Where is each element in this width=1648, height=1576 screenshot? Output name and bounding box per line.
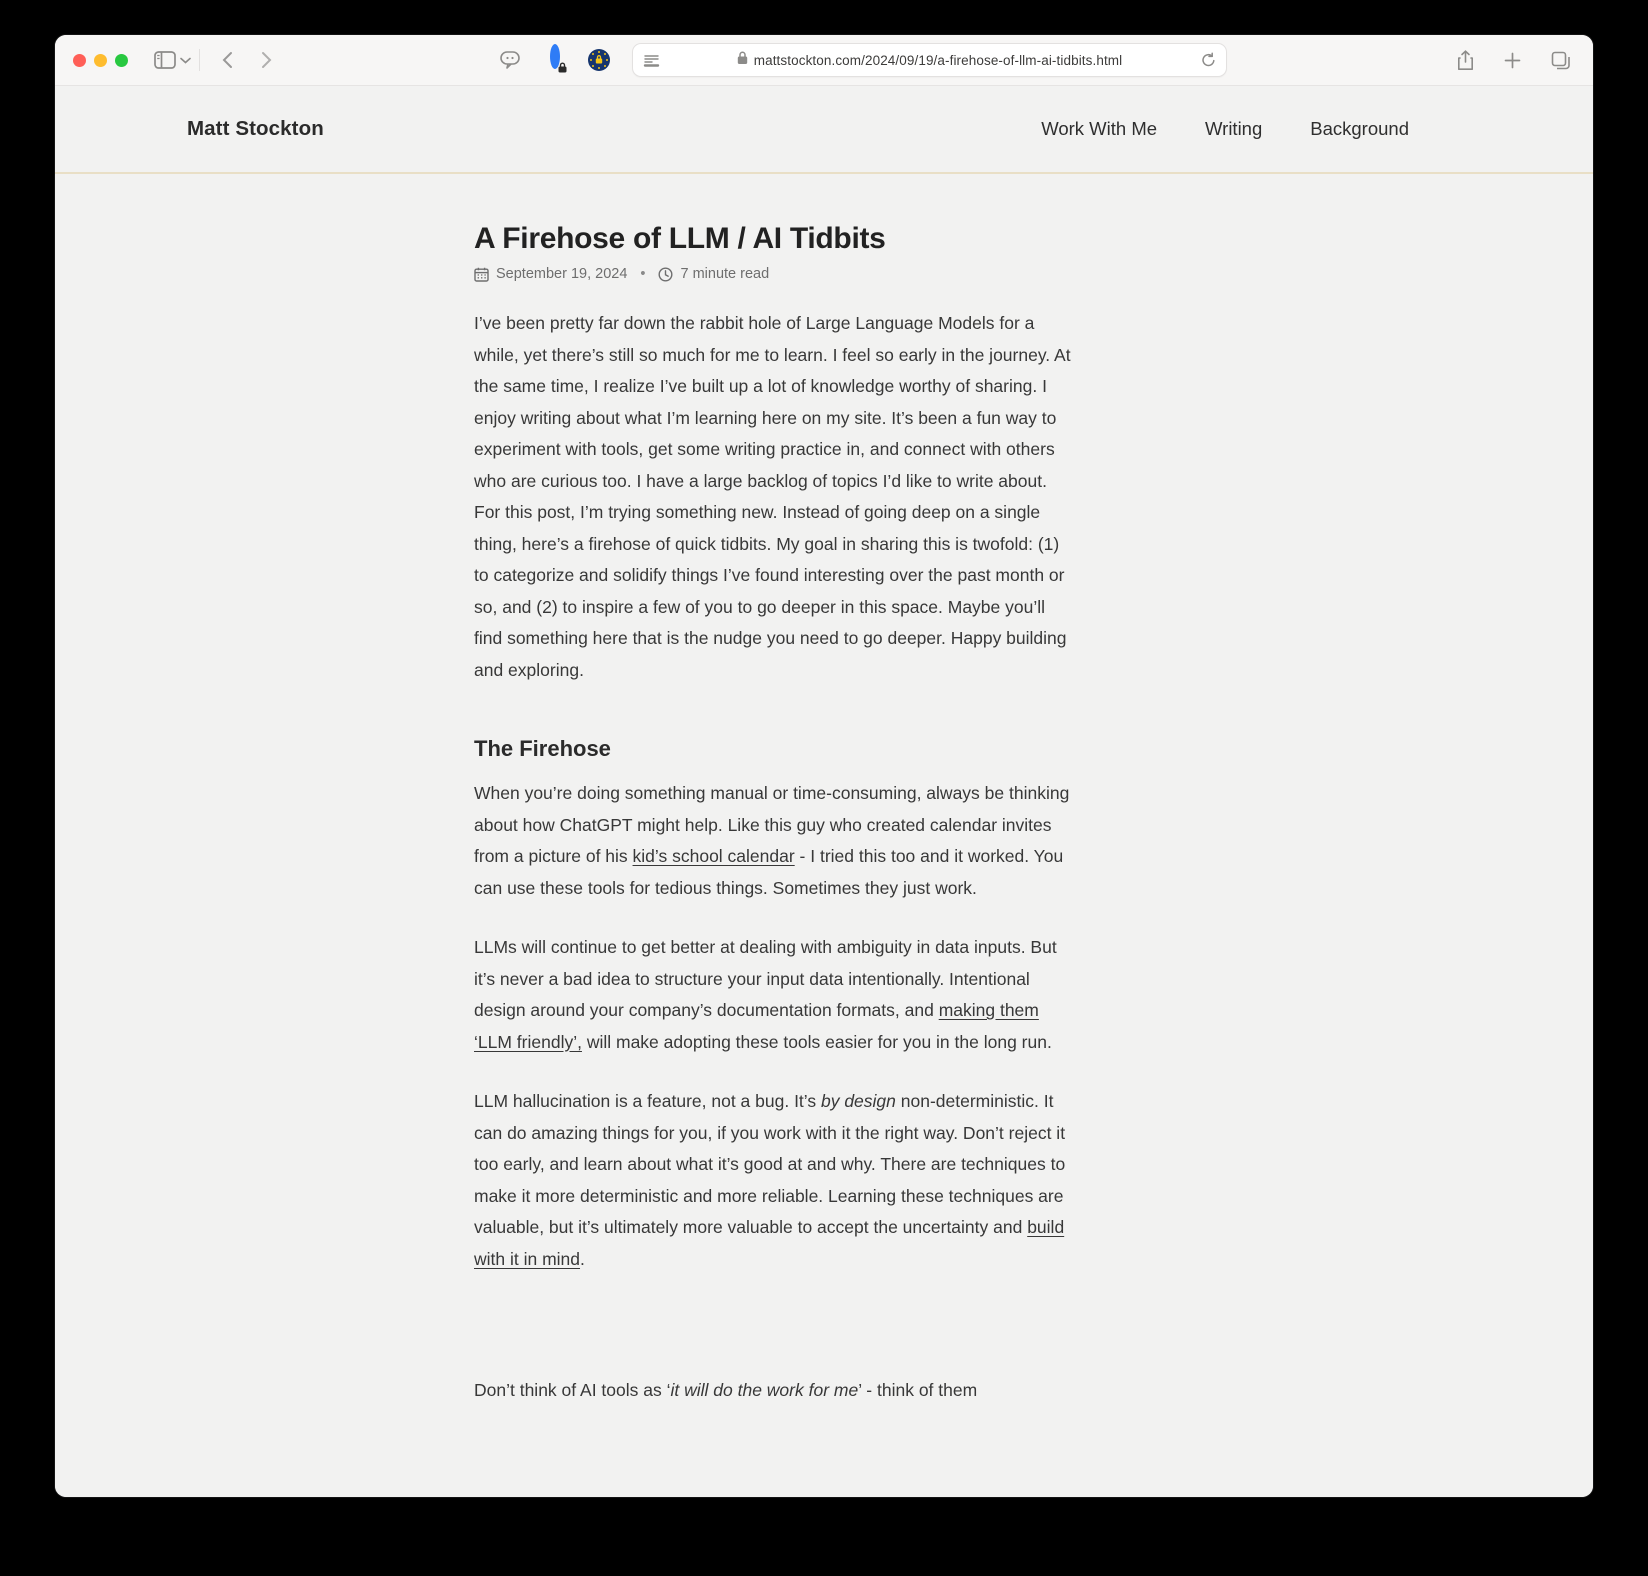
tab-overview-icon [1551,51,1571,70]
paragraph-text: . [580,1248,585,1269]
reload-button[interactable] [1201,52,1216,68]
intro-paragraph: I’ve been pretty far down the rabbit hole of Large Language Models for a while, yet there’s still so much for me to learn. I feel so early in the journey. At the same time, I realize I’ve built up a lot of knowledge worthy of sharing. I enjoy writing about what I’m learning here on my site. It’s been a fun way to experiment with tools, get some writing practice in, and connect with others who are curious too. I have a large backlog of topics I’d like to write about. For this post, I’m trying something new. Instead of going deep on a single thing, here’s a firehose of quick tidbits. My goal in sharing this is twofold: (1) to categorize and solidify things I’ve found interesting over the past month or so, and (2) to inspire a few of you to go deeper in this space. Maybe you’ll find something here that is the nudge you need to go deeper. Happy building and exploring. [474,313,1071,680]
paragraph-text: - I tried this too and it worked. You can use these tools for tedious things. Sometimes they just work. [474,846,1064,898]
chatbot-extension-button[interactable] [494,45,526,75]
traffic-lights [73,54,128,67]
share-button[interactable] [1453,46,1478,75]
article [474,174,1078,1407]
paragraph-text: will make adopting these tools easier for you in the long run. [581,1031,1052,1052]
url-text: mattstockton.com/2024/09/19/a-firehose-of-llm-ai-tidbits.html [753,52,1123,68]
toolbar-right-group [1453,46,1575,75]
sidebar-chevron-button[interactable] [180,53,195,68]
address-bar[interactable] [632,43,1227,77]
nav-background[interactable]: Background [1310,118,1409,139]
tab-overview-button[interactable] [1547,47,1575,74]
calendar-icon [474,267,489,282]
article-title: A Firehose of LLM / AI Tidbits [474,222,886,255]
onepassword-extension-icon [544,49,566,71]
nav-writing[interactable]: Writing [1205,118,1263,139]
chevron-down-icon [180,57,191,64]
article-read-time: 7 minute read [680,266,770,282]
paragraph-text: Don’t think of AI tools as ‘ [474,1380,671,1400]
share-icon [1457,50,1474,71]
clock-icon [658,267,673,282]
section-heading: The Firehose [474,736,611,761]
paragraph-text: ’ - think of them [858,1380,978,1400]
forward-icon [261,51,272,69]
paragraph-text: non-deterministic. It can do amazing things for you, if you work with it the right way. Don’t reject it too early, and learn about what it’s good at and why. There are techniques to make it more deterministic and more reliable. Learning these techniques are valuable, but it’s ultimately more valuable to accept the uncertainty and [474,1091,1066,1237]
article-date: September 19, 2024 [496,266,628,282]
browser-toolbar [55,35,1593,86]
new-tab-icon [1504,52,1521,69]
paragraph-calendar [474,778,1078,904]
site-header [55,86,1593,174]
italic-do-the-work: it will do the work for me [670,1380,859,1400]
consent-extension-button[interactable] [584,45,614,75]
link-build-with-it-in-mind[interactable]: build with it in mind [474,1217,1065,1269]
browser-window [55,35,1593,1497]
sidebar-toggle-button[interactable] [150,47,180,73]
paragraph-partial [474,1375,1078,1407]
nav-work-with-me[interactable]: Work With Me [1041,118,1158,139]
site-brand-link[interactable]: Matt Stockton [187,117,324,140]
toolbar-divider [199,49,200,71]
back-icon [222,51,233,69]
meta-separator: • [640,266,646,282]
paragraph-text: When you’re doing something manual or time-consuming, always be thinking about how ChatGPT might help. Like this guy who created calendar invites from a picture of his [474,783,1070,866]
web-page [55,86,1593,1497]
paragraph-text: LLM hallucination is a feature, not a bug. It’s [474,1091,821,1111]
consent-extension-icon [588,49,610,71]
close-window-button[interactable] [73,54,86,67]
article-meta [474,266,1078,282]
paragraph-structure [474,932,1078,1058]
zoom-window-button[interactable] [115,54,128,67]
url-display [633,51,1226,70]
chatbot-extension-icon [498,49,522,71]
italic-by-design: by design [820,1091,896,1111]
onepassword-extension-button[interactable] [540,45,570,75]
minimize-window-button[interactable] [94,54,107,67]
back-button[interactable] [218,47,237,73]
link-kids-school-calendar[interactable]: kid’s school calendar [632,846,795,866]
paragraph-hallucination [474,1086,1078,1275]
paragraph-text: LLMs will continue to get better at dealing with ambiguity in data inputs. But it’s never a bad idea to structure your input data intentionally. Intentional design around your company’s documentation formats, and [474,937,1057,1020]
sidebar-icon [154,51,176,69]
site-nav [1041,118,1409,140]
extensions-group [494,45,614,75]
reload-icon [1201,52,1216,68]
new-tab-button[interactable] [1500,48,1525,73]
link-llm-friendly[interactable]: making them ‘LLM friendly’, [474,1000,1039,1052]
forward-button[interactable] [257,47,276,73]
lock-icon [737,51,748,70]
